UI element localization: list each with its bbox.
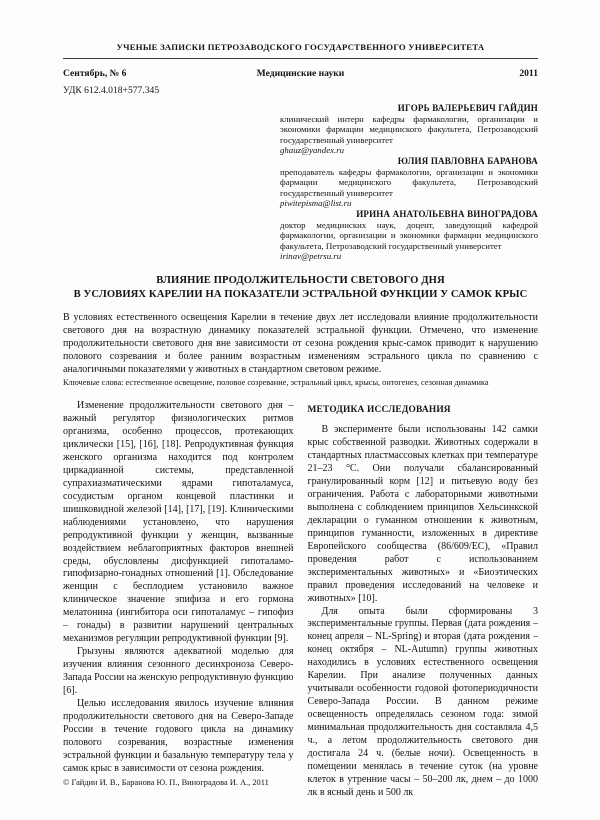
issue-section: Медицинские науки	[256, 68, 345, 79]
left-column	[63, 400, 294, 799]
body-paragraph: Грызуны являются адекватной моделью для изучения влияния сезонного десинхроноза Северо-Запада России на женскую репродуктивную функцию [6].	[63, 646, 294, 696]
author-affiliation: клинический интерн кафедры фармакологии, организации и экономики фармации медицинского факультета, Петрозаводский государственный университет	[280, 113, 538, 145]
author-entry	[280, 103, 538, 156]
article-title-line1: ВЛИЯНИЕ ПРОДОЛЖИТЕЛЬНОСТИ СВЕТОВОГО ДНЯ	[156, 274, 445, 286]
section-heading-methods: МЕТОДИКА ИССЛЕДОВАНИЯ	[307, 405, 451, 416]
article-title-line2: В УСЛОВИЯХ КАРЕЛИИ НА ПОКАЗАТЕЛИ ЭСТРАЛЬНОЙ ФУНКЦИИ У САМОК КРЫС	[73, 288, 528, 300]
author-affiliation: преподаватель кафедры фармакологии, организации и экономики фармации медицинского факультета, Петрозаводский государственный университет	[280, 166, 538, 198]
body-paragraph: В эксперименте были использованы 142 самки крыс собственной разводки. Животных содержали в стандартных пластмассовых клетках при температуре 21–23 °С. Они получали сбалансированный гранулированный корм [12] и питьевую воду без ограничения. Работа с лабораторными животными выполнена с соблюдением принципов Хельсинкской декларации о гуманном отношении к животным, принципов гуманности, изложенных в директиве Европейского сообщества (86/609/ЕС), «Правил проведения работ с использованием экспериментальных животных» и «Биоэтических правил проведения исследований на человеке и животных» [10].	[307, 424, 538, 604]
issue-month-number: Сентябрь, № 6	[63, 68, 127, 79]
body-paragraph: Целью исследования явилось изучение влияния продолжительности светового дня на Северо-Западе России в течение годового цикла на динамику полового созревания, возрастные изменения эстральной функции и базальную температуру тела у самок крыс в зависимости от сезона рождения.	[63, 697, 294, 774]
issue-year: 2011	[519, 68, 538, 79]
author-entry	[280, 156, 538, 209]
header-divider	[63, 58, 538, 59]
author-name: ЮЛИЯ ПАВЛОВНА БАРАНОВА	[397, 155, 538, 166]
author-name: ИРИНА АНАТОЛЬЕВНА ВИНОГРАДОВА	[356, 208, 538, 219]
authors-block	[280, 103, 538, 262]
keywords-line: Ключевые слова: естественное освещение, половое созревание, эстральный цикл, крысы, онтогенез, сезонная динамика	[63, 377, 489, 387]
abstract-text: В условиях естественного освещения Карелии в течение двух лет исследовали влияние продолжительности светового дня на возрастную динамику показателей эстральной функции. Отмечено, что изменение продолжительности светового дня вне зависимости от сезона рождения крыс-самок приводит к нарушению полового созревания и более ранним возрастным изменениям эстрального цикла по сравнению с аналогичными показателями у животных в стандартном световом режиме.	[63, 311, 538, 375]
author-email: irinav@petrsu.ru	[280, 251, 342, 262]
article-title	[63, 274, 538, 302]
author-name: ИГОРЬ ВАЛЕРЬЕВИЧ ГАЙДИН	[397, 103, 538, 113]
author-affiliation: доктор медицинских наук, доцент, заведующий кафедрой фармакологии, организации и экономики фармации медицинского факультета, Петрозаводский государственный университет	[280, 219, 538, 251]
body-columns	[63, 400, 538, 799]
body-paragraph: Изменение продолжительности светового дня – важный регулятор физиологических ритмов организма, особенно процессов, протекающих циклически [15], [16], [18]. Репродуктивная функция женского организма находится под контролем циркадианной системы, представленной супрахиазматическими ядрами гипоталамуса, сосудистым органом концевой пластинки и шишковидной железой [14], [17], [19]. Клиническими наблюдениями установлено, что нарушения репродуктивной функции у женщин, вызванные воздействием неблагоприятных факторов внешней среды, обусловлены дисфункцией гипоталамо-гипофизарно-гонадных отношений [1]. Обследование женщин с бесплодием установило важное клиническое значение эпифиза и его гормона мелатонина (ингибитора оси гипоталамус – гипофиз – гонады) в развитии нарушений центральных механизмов регуляции репродуктивной функции [9].	[63, 400, 294, 645]
author-email: piwitepisma@list.ru	[280, 198, 352, 209]
issue-info-row	[63, 68, 538, 79]
author-email: ghauz@yandex.ru	[280, 145, 345, 156]
body-paragraph: Для опыта были сформированы 3 экспериментальные группы. Первая (дата рождения – конец апреля – NL-Spring) и вторая (дата рождения – конец октября – NL-Autumn) группы животных находились в условиях естественного освещения Карелии. При анализе полученных данных учитывали особенности годовой фотопериодичности Северо-Запада России. В данном режиме освещенность определялась сезоном года: зимой минимальная продолжительность дня составляла 4,5 ч., а летом продолжительность светового дня достигала 24 ч. (белые ночи). Освещенность в помещении менялась в течение суток (на уровне клеток в утренние часы – 50–200 лк, днем – до 1000 лк в ясный день и 500 лк	[307, 605, 538, 798]
journal-header: УЧЕНЫЕ ЗАПИСКИ ПЕТРОЗАВОДСКОГО ГОСУДАРСТВЕННОГО УНИВЕРСИТЕТА	[116, 42, 485, 52]
copyright-line: © Гайдин И. В., Баранова Ю. П., Виноградова И. А., 2011	[63, 778, 269, 788]
right-column	[308, 400, 539, 799]
author-entry	[280, 209, 538, 262]
udc-code: УДК 612.4.018+577.345	[63, 85, 160, 96]
